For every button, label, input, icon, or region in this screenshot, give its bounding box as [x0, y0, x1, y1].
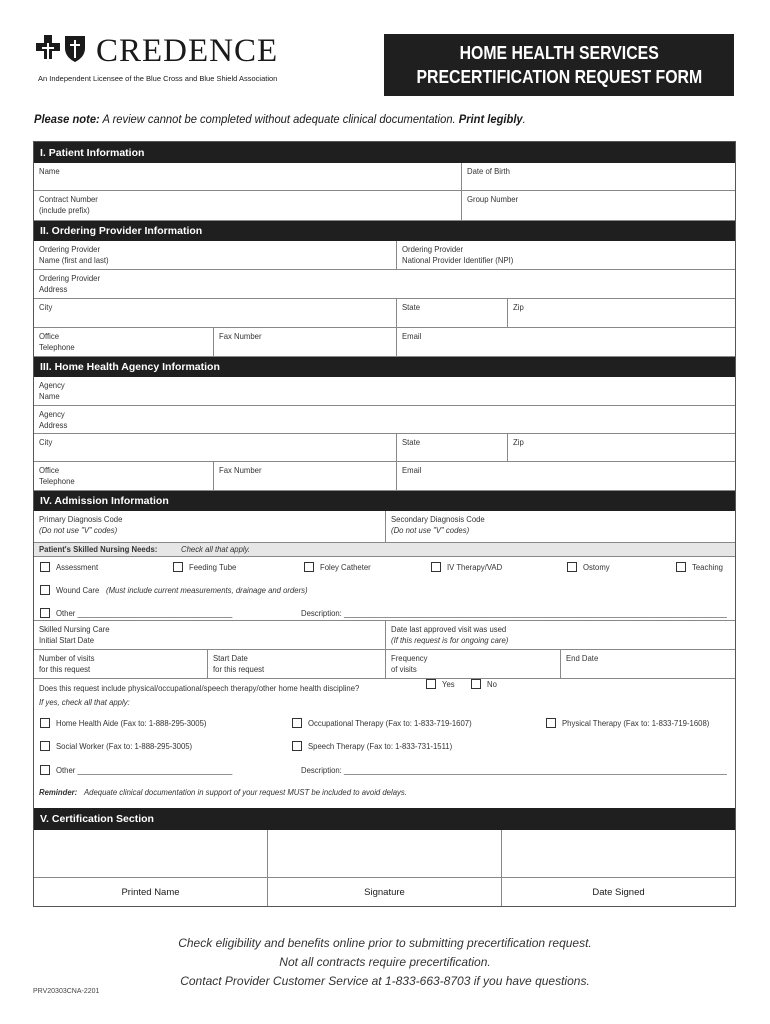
- provider-name-label: Ordering Provider Name (first and last): [39, 244, 109, 265]
- start-date-label: Start Date for this request: [213, 653, 265, 674]
- agency-fax-field[interactable]: [214, 462, 397, 491]
- needs-checkbox-foley-catheter[interactable]: [304, 562, 314, 572]
- form-title: [384, 34, 734, 96]
- provider-npi-label: Ordering Provider National Provider Identifier (NPI): [402, 244, 514, 265]
- needs-checkbox-feeding-tube[interactable]: [173, 562, 183, 572]
- provider-name-field[interactable]: [34, 241, 397, 270]
- contract-number-field[interactable]: [34, 191, 462, 221]
- logo-wordmark: CREDENCE: [96, 33, 279, 69]
- needs-label-feeding-tube: Feeding Tube: [189, 562, 237, 572]
- discipline-checkbox-occupational-therapy[interactable]: [292, 718, 302, 728]
- needs-checkbox-iv-therapy[interactable]: [431, 562, 441, 572]
- provider-zip-label: Zip: [513, 302, 524, 312]
- signature-caption: Signature: [364, 886, 405, 898]
- num-visits-label: Number of visits for this request: [39, 653, 95, 674]
- footer-eligibility-line: Check eligibility and benefits online prior to submitting precertification request.: [178, 936, 592, 950]
- discipline-other-line[interactable]: Other ____________________________________: [56, 765, 233, 775]
- printed-name-caption: Printed Name: [121, 886, 180, 898]
- form-code: PRV20303CNA-2201: [33, 988, 100, 995]
- needs-checkbox-other[interactable]: [40, 608, 50, 618]
- discipline-no-label: No: [487, 679, 497, 689]
- discipline-question: Does this request include physical/occupational/speech therapy/other home health discipline?: [39, 683, 360, 693]
- blue-cross-blue-shield-icon: [35, 34, 91, 64]
- note-body: A review cannot be completed without adequate clinical documentation.: [102, 112, 456, 126]
- precert-form: [33, 141, 736, 907]
- form-title-line-2: PRECERTIFICATION REQUEST FORM: [416, 67, 702, 87]
- discipline-yes-checkbox[interactable]: [426, 679, 436, 689]
- wound-care-note: (Must include current measurements, drainage and orders): [106, 585, 308, 595]
- patient-name-field[interactable]: [34, 163, 462, 191]
- form-title-line-1: HOME HEALTH SERVICES: [459, 43, 659, 63]
- sn-start-date-field[interactable]: [34, 620, 386, 650]
- agency-phone-label: Office Telephone: [39, 465, 75, 486]
- discipline-label-social-worker: Social Worker (Fax to: 1-888-295-3005): [56, 741, 193, 751]
- discipline-label-physical-therapy: Physical Therapy (Fax to: 1-833-719-1608): [562, 718, 710, 728]
- needs-label-wound-care: Wound Care: [56, 585, 100, 595]
- section-patient-info-header: I. Patient Information: [34, 142, 735, 163]
- agency-zip-field[interactable]: [508, 434, 735, 462]
- needs-label-assessment: Assessment: [56, 562, 99, 572]
- provider-zip-field[interactable]: [508, 299, 735, 328]
- provider-fax-field[interactable]: [214, 328, 397, 357]
- footer-contracts-line: Not all contracts require precertification.: [279, 955, 491, 969]
- if-yes-hint: If yes, check all that apply:: [39, 697, 130, 707]
- provider-email-field[interactable]: [397, 328, 735, 357]
- last-visit-field[interactable]: [386, 620, 735, 650]
- provider-phone-field[interactable]: [34, 328, 214, 357]
- agency-state-label: State: [402, 437, 421, 447]
- dob-label: Date of Birth: [467, 166, 510, 176]
- footer-contact-line: Contact Provider Customer Service at 1-833-663-8703 if you have questions.: [180, 974, 590, 988]
- frequency-field[interactable]: [386, 650, 561, 679]
- discipline-label-speech-therapy: Speech Therapy (Fax to: 1-833-731-1511): [308, 741, 453, 751]
- frequency-label: Frequency of visits: [391, 653, 428, 674]
- nursing-needs-header: [34, 543, 735, 557]
- discipline-label-home-health-aide: Home Health Aide (Fax to: 1-888-295-3005): [56, 718, 207, 728]
- note-lead: Please note:: [34, 112, 100, 126]
- provider-phone-label: Office Telephone: [39, 331, 75, 352]
- provider-address-label: Ordering Provider Address: [39, 273, 101, 294]
- date-signed-caption-cell: [502, 878, 735, 906]
- needs-checkbox-wound-care[interactable]: [40, 585, 50, 595]
- discipline-checkbox-physical-therapy[interactable]: [546, 718, 556, 728]
- date-signed-caption: Date Signed: [592, 886, 645, 898]
- agency-address-label: Agency Address: [39, 409, 68, 430]
- nursing-needs-hint: Check all that apply.: [181, 544, 251, 554]
- logo-tagline: An Independent Licensee of the Blue Cross and Blue Shield Association: [38, 74, 278, 83]
- secondary-diagnosis-label: Secondary Diagnosis Code: [391, 514, 485, 524]
- provider-state-label: State: [402, 302, 421, 312]
- end-date-label: End Date: [566, 653, 599, 663]
- provider-email-label: Email: [402, 331, 422, 341]
- needs-checkbox-ostomy[interactable]: [567, 562, 577, 572]
- primary-diagnosis-label: Primary Diagnosis Code: [39, 514, 123, 524]
- provider-address-field[interactable]: [34, 270, 735, 299]
- provider-city-field[interactable]: [34, 299, 397, 328]
- printed-name-field[interactable]: [34, 830, 268, 878]
- last-visit-note: (If this request is for ongoing care): [391, 635, 509, 645]
- needs-label-iv-therapy: IV Therapy/VAD: [447, 562, 503, 572]
- contract-number-label: Contract Number (include prefix): [39, 194, 98, 215]
- patient-name-label: Name: [39, 166, 60, 176]
- reminder-body: Adequate clinical documentation in support of your request MUST be included to avoid delays.: [84, 787, 407, 797]
- last-visit-label: Date last approved visit was used: [391, 624, 507, 634]
- group-number-field[interactable]: [462, 191, 735, 221]
- discipline-no-checkbox[interactable]: [471, 679, 481, 689]
- provider-city-label: City: [39, 302, 53, 312]
- agency-name-field[interactable]: [34, 377, 735, 406]
- needs-checkbox-assessment[interactable]: [40, 562, 50, 572]
- signature-caption-cell: [268, 878, 502, 906]
- secondary-diagnosis-note: (Do not use "V" codes): [391, 525, 470, 535]
- agency-email-field[interactable]: [397, 462, 735, 491]
- needs-label-ostomy: Ostomy: [583, 562, 610, 572]
- agency-email-label: Email: [402, 465, 422, 475]
- needs-label-foley-catheter: Foley Catheter: [320, 562, 371, 572]
- discipline-checkbox-speech-therapy[interactable]: [292, 741, 302, 751]
- note-emphasis: Print legibly: [458, 112, 523, 126]
- group-number-label: Group Number: [467, 194, 519, 204]
- date-of-birth-field[interactable]: [462, 163, 735, 191]
- secondary-diagnosis-field[interactable]: [386, 511, 735, 543]
- agency-city-field[interactable]: [34, 434, 397, 462]
- needs-other-line[interactable]: Other ____________________________________: [56, 608, 233, 618]
- primary-diagnosis-note: (Do not use "V" codes): [39, 525, 118, 535]
- needs-description-line[interactable]: Description: _________________________________________________________________________________________: [301, 608, 727, 618]
- section-admission-header: IV. Admission Information: [34, 491, 735, 511]
- agency-phone-field[interactable]: [34, 462, 214, 491]
- please-note: Please note: A review cannot be completed without adequate clinical documentation. Print legibly.: [34, 112, 526, 126]
- discipline-checkbox-home-health-aide[interactable]: [40, 718, 50, 728]
- num-visits-field[interactable]: [34, 650, 208, 679]
- signature-field[interactable]: [268, 830, 502, 878]
- sn-start-date-label: Skilled Nursing Care Initial Start Date: [39, 624, 110, 645]
- provider-fax-label: Fax Number: [219, 331, 262, 341]
- agency-city-label: City: [39, 437, 53, 447]
- nursing-needs-label: Patient's Skilled Nursing Needs:: [39, 544, 158, 554]
- date-signed-field[interactable]: [502, 830, 735, 878]
- reminder-lead: Reminder:: [39, 787, 78, 797]
- needs-label-teaching: Teaching: [692, 562, 723, 572]
- agency-address-field[interactable]: [34, 406, 735, 434]
- provider-state-field[interactable]: [397, 299, 508, 328]
- section-ordering-provider-header: II. Ordering Provider Information: [34, 221, 735, 241]
- primary-diagnosis-field[interactable]: [34, 511, 386, 543]
- printed-name-caption-cell: [34, 878, 268, 906]
- discipline-checkbox-other[interactable]: [40, 765, 50, 775]
- credence-logo: [32, 32, 332, 88]
- section-certification-header: V. Certification Section: [34, 808, 735, 830]
- agency-state-field[interactable]: [397, 434, 508, 462]
- discipline-label-occupational-therapy: Occupational Therapy (Fax to: 1-833-719-1607): [308, 718, 472, 728]
- provider-npi-field[interactable]: [397, 241, 735, 270]
- agency-fax-label: Fax Number: [219, 465, 262, 475]
- agency-zip-label: Zip: [513, 437, 524, 447]
- discipline-description-line[interactable]: Description: _________________________________________________________________________________________: [301, 765, 727, 775]
- start-date-field[interactable]: [208, 650, 386, 679]
- needs-checkbox-teaching[interactable]: [676, 562, 686, 572]
- discipline-yes-label: Yes: [442, 679, 455, 689]
- section-agency-header: III. Home Health Agency Information: [34, 357, 735, 377]
- discipline-checkbox-social-worker[interactable]: [40, 741, 50, 751]
- agency-name-label: Agency Name: [39, 380, 65, 401]
- end-date-field[interactable]: [561, 650, 735, 679]
